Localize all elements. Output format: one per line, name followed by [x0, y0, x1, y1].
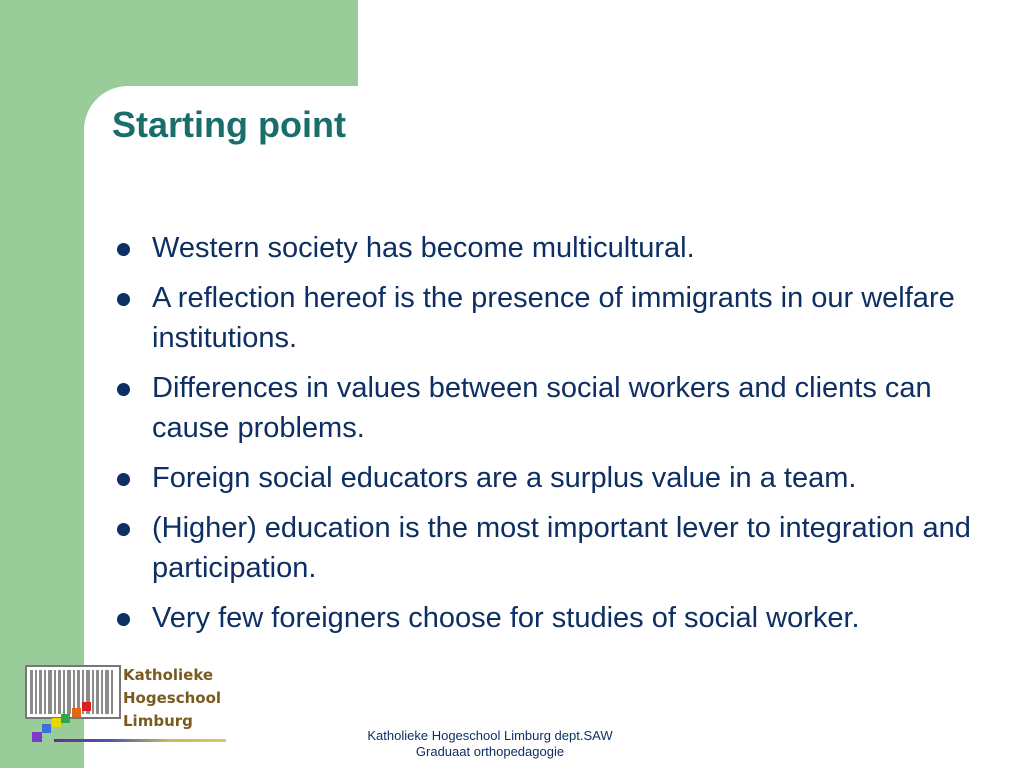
- logo-line: Katholieke: [123, 666, 214, 684]
- slide-footer: [330, 728, 650, 760]
- bullet-list: [112, 228, 1002, 648]
- bullet-text: Foreign social educators are a surplus value in a team.: [152, 462, 857, 494]
- bullet-dot-icon: [117, 243, 130, 256]
- bullet-text: Differences in values between social workers and clients can cause problems.: [152, 372, 932, 444]
- bullet-text: Western society has become multicultural.: [152, 232, 695, 264]
- bullet-dot-icon: [117, 293, 130, 306]
- bullet-dot-icon: [117, 523, 130, 536]
- logo-wordmark: [123, 664, 221, 733]
- bullet-item: [112, 278, 1002, 358]
- bullet-dot-icon: [117, 383, 130, 396]
- slide-title: Starting point: [112, 104, 346, 145]
- bullet-text: (Higher) education is the most important lever to integration and participation.: [152, 512, 971, 584]
- bullet-item: [112, 598, 1002, 638]
- logo-line: Hogeschool: [123, 689, 222, 707]
- bullet-text: Very few foreigners choose for studies of social worker.: [152, 602, 860, 634]
- bullet-text: A reflection hereof is the presence of immigrants in our welfare institutions.: [152, 282, 955, 354]
- bullet-item: [112, 368, 1002, 448]
- bullet-dot-icon: [117, 613, 130, 626]
- bullet-dot-icon: [117, 473, 130, 486]
- bullet-item: [112, 508, 1002, 588]
- footer-line-1: Katholieke Hogeschool Limburg dept.SAW: [367, 728, 613, 743]
- logo-line: Limburg: [123, 712, 193, 730]
- logo-underline: [54, 739, 226, 742]
- footer-line-2: Graduaat orthopedagogie: [415, 744, 565, 759]
- khl-logo-icon: [24, 664, 122, 746]
- khl-logo: [24, 664, 234, 746]
- bullet-item: [112, 228, 1002, 268]
- bullet-item: [112, 458, 1002, 498]
